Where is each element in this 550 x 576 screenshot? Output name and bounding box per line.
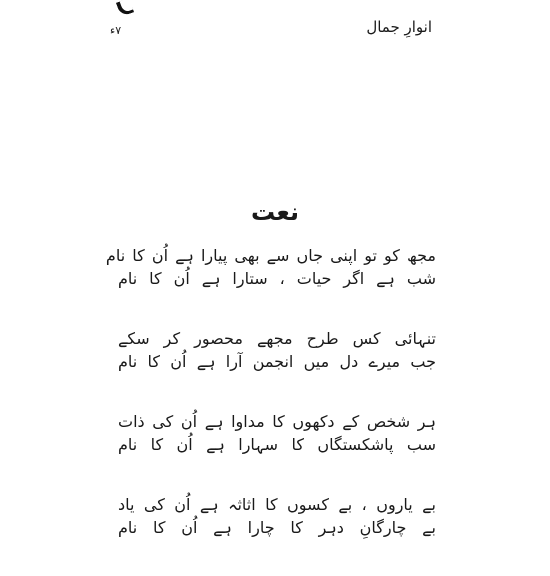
- verse-line: تنہائی کس طرح مجھے محصور کر سکے: [118, 329, 436, 348]
- running-header-title: انوارِ جمال: [366, 18, 432, 36]
- verse-line: شب ہے اگر حیات ، ستارا ہے اُن کا نام: [118, 269, 436, 288]
- verse-line: ہر شخص کے دکھوں کا مداوا ہے اُن کی ذات: [118, 412, 436, 431]
- stanza: [118, 410, 436, 456]
- page-edge-mark: [116, 0, 134, 17]
- poem-body: [105, 244, 436, 576]
- verse-line: مجھ کو تو اپنی جاں سے بھی پیارا ہے اُن کا نام: [105, 246, 436, 265]
- verse-line: بے یاروں ، بے کسوں کا اثاثہ ہے اُن کی یاد: [118, 495, 436, 514]
- verse-line: بے چارگانِ دہر کا چارا ہے اُن کا نام: [118, 518, 436, 537]
- stanza: [118, 493, 436, 539]
- stanza: [118, 327, 436, 373]
- stanza: [105, 244, 436, 290]
- page-number: ۷ء: [110, 24, 122, 37]
- verse-line: جب میرے دل میں انجمن آرا ہے اُن کا نام: [118, 352, 436, 371]
- page-header: [110, 18, 432, 42]
- verse-line: سب پاشکستگاں کا سہارا ہے اُن کا نام: [118, 435, 436, 454]
- poem-title: نعت: [251, 198, 299, 226]
